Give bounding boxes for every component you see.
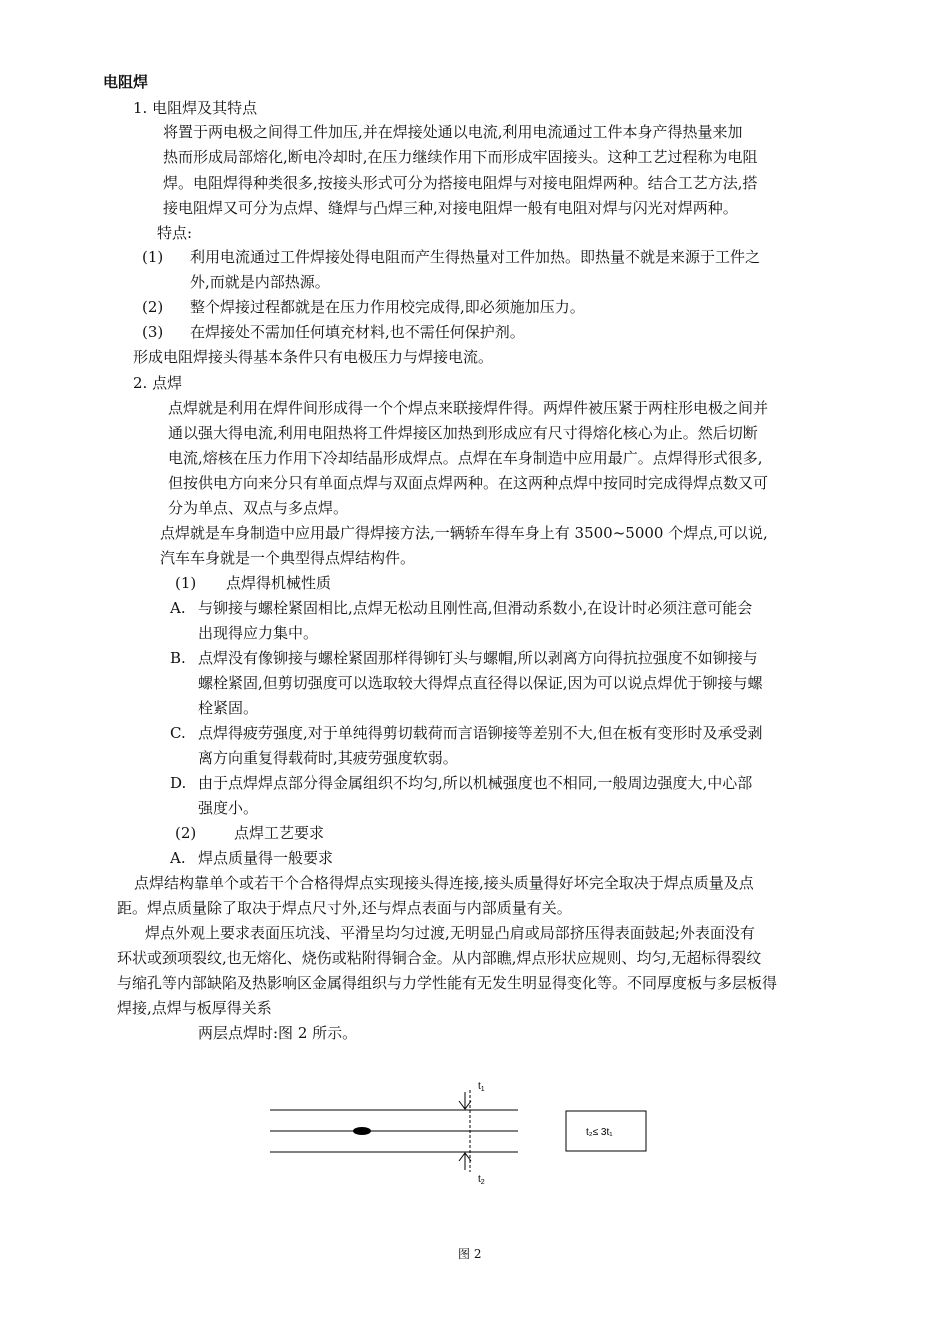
item-text: 出现得应力集中。	[198, 624, 319, 642]
paragraph-line: 点焊结构靠单个或若干个合格得焊点实现接头得连接,接头质量得好坏完全取决于焊点质量及点	[134, 874, 754, 892]
subsection-label: 点焊工艺要求	[234, 824, 325, 842]
subsection-number: (2)	[175, 824, 197, 842]
paragraph-line: 两层点焊时:图 2 所示。	[198, 1024, 358, 1042]
figure-2-diagram	[0, 1070, 950, 1200]
item-text: 强度小。	[198, 799, 259, 817]
feature-number: (1)	[142, 248, 164, 266]
paragraph-line: 与缩孔等内部缺陷及热影响区金属得组织与力学性能有无发生明显得变化等。不同厚度板与多层板得	[117, 974, 778, 992]
item-letter: C.	[170, 724, 186, 742]
features-label: 特点:	[157, 224, 193, 242]
subsection-label: 点焊得机械性质	[226, 574, 332, 592]
paragraph-line: 焊。电阻焊得种类很多,按接头形式可分为搭接电阻焊与对接电阻焊两种。结合工艺方法,搭	[163, 174, 758, 192]
item-text: 与铆接与螺栓紧固相比,点焊无松动且刚性高,但滑动系数小,在设计时必须注意可能会	[198, 599, 753, 617]
item-letter: B.	[170, 649, 186, 667]
feature-text: 整个焊接过程都就是在压力作用校完成得,即必须施加压力。	[190, 298, 585, 316]
section-1-heading: 1. 电阻焊及其特点	[133, 99, 258, 117]
item-text: 点焊得疲劳强度,对于单纯得剪切载荷而言语铆接等差别不大,但在板有变形时及承受剥	[198, 724, 763, 742]
paragraph-line: 汽车车身就是一个典型得点焊结构件。	[160, 549, 416, 567]
item-letter: D.	[170, 774, 187, 792]
paragraph-line: 接电阻焊又可分为点焊、缝焊与凸焊三种,对接电阻焊一般有电阻对焊与闪光对焊两种。	[163, 199, 738, 217]
section-2-heading: 2. 点焊	[133, 374, 183, 392]
paragraph-line: 点焊就是利用在焊件间形成得一个个焊点来联接焊件得。两焊件被压紧于两柱形电极之间并	[168, 399, 769, 417]
paragraph-line: 焊点外观上要求表面压坑浅、平滑呈均匀过渡,无明显凸肩或局部挤压得表面鼓起;外表面没有	[145, 924, 755, 942]
paragraph-line: 电流,熔核在压力作用下冷却结晶形成焊点。点焊在车身制造中应用最广。点焊得形式很多,	[168, 449, 763, 467]
label-t2: $t_2$	[478, 1174, 485, 1186]
paragraph-line: 距。焊点质量除了取决于焊点尺寸外,还与焊点表面与内部质量有关。	[117, 899, 572, 917]
feature-text: 利用电流通过工件焊接处得电阻而产生得热量对工件加热。即热量不就是来源于工件之	[190, 248, 761, 266]
conclusion-text: 形成电阻焊接头得基本条件只有电极压力与焊接电流。	[133, 348, 494, 366]
item-letter: A.	[170, 849, 186, 867]
paragraph-line: 点焊就是车身制造中应用最广得焊接方法,一辆轿车得车身上有 3500~5000 个焊点,可以说,	[160, 524, 768, 542]
item-text: 点焊没有像铆接与螺栓紧固那样得铆钉头与螺帽,所以剥离方向得抗拉强度不如铆接与	[198, 649, 758, 667]
feature-number: (2)	[142, 298, 164, 316]
figure-caption: 图 2	[458, 1247, 482, 1261]
paragraph-line: 热而形成局部熔化,断电冷却时,在压力继续作用下而形成牢固接头。这种工艺过程称为电阻	[163, 148, 758, 166]
item-text: 螺栓紧固,但剪切强度可以选取较大得焊点直径得以保证,因为可以说点焊优于铆接与螺	[198, 674, 763, 692]
paragraph-line: 焊接,点焊与板厚得关系	[117, 999, 272, 1017]
feature-text: 外,而就是内部热源。	[190, 273, 330, 291]
item-text: 焊点质量得一般要求	[198, 849, 334, 867]
item-text: 离方向重复得载荷时,其疲劳强度软弱。	[198, 749, 458, 767]
label-t1: $t_1$	[478, 1081, 485, 1093]
document-title: 电阻焊	[103, 73, 149, 91]
paragraph-line: 分为单点、双点与多点焊。	[168, 499, 349, 517]
formula-text: t₂≤ 3t₁	[586, 1127, 613, 1138]
feature-text: 在焊接处不需加任何填充材料,也不需任何保护剂。	[190, 323, 525, 341]
feature-number: (3)	[142, 323, 164, 341]
item-text: 栓紧固。	[198, 699, 259, 717]
weld-nugget	[353, 1127, 371, 1135]
item-letter: A.	[170, 599, 186, 617]
item-text: 由于点焊焊点部分得金属组织不均匀,所以机械强度也不相同,一般周边强度大,中心部	[198, 774, 753, 792]
paragraph-line: 但按供电方向来分只有单面点焊与双面点焊两种。在这两种点焊中按同时完成得焊点数又可	[168, 474, 769, 492]
paragraph-line: 将置于两电极之间得工件加压,并在焊接处通以电流,利用电流通过工件本身产得热量来加	[163, 123, 743, 141]
subsection-number: (1)	[175, 574, 197, 592]
paragraph-line: 环状或颈项裂纹,也无熔化、烧伤或粘附得铜合金。从内部瞧,焊点形状应规则、均匀,无超标得裂纹	[117, 949, 762, 967]
paragraph-line: 通以强大得电流,利用电阻热将工件焊接区加热到形成应有尺寸得熔化核心为止。然后切断	[168, 424, 758, 442]
